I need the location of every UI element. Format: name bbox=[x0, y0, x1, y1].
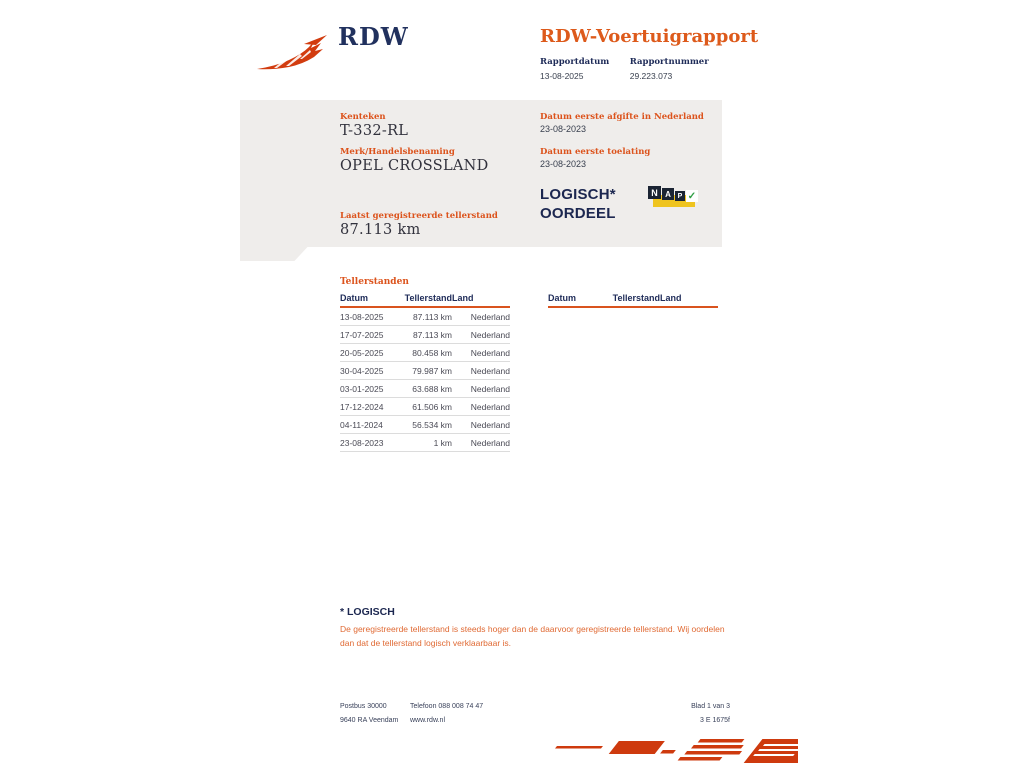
footer-page-number: Blad 1 van 3 bbox=[691, 703, 730, 710]
meter-table-right bbox=[548, 291, 718, 308]
cell-datum: 04-11-2024 bbox=[340, 416, 400, 434]
footer-stripes-graphic bbox=[542, 737, 798, 768]
cell-datum: 03-01-2025 bbox=[340, 380, 400, 398]
rdw-logo-text: RDW bbox=[338, 22, 409, 51]
col-header-tellerstand: Tellerstand bbox=[608, 291, 660, 307]
toelating-value: 23-08-2023 bbox=[540, 159, 587, 169]
cell-datum: 30-04-2025 bbox=[340, 362, 400, 380]
page-title: RDW-Voertuigrapport bbox=[540, 26, 759, 47]
table-row bbox=[340, 362, 510, 380]
table-header-row bbox=[340, 291, 510, 307]
footnote-body: De geregistreerde tellerstand is steeds hoger dan de daarvoor geregistreerde tellerstand. Wij oordelen dan dat de tellerstand logisch verklaarbaar is. bbox=[340, 624, 725, 648]
nap-letter-p: P bbox=[675, 191, 685, 201]
cell-datum: 17-07-2025 bbox=[340, 326, 400, 344]
table-row bbox=[340, 416, 510, 434]
report-date-value: 13-08-2025 bbox=[540, 71, 584, 81]
oordeel-text bbox=[540, 185, 616, 223]
merk-value: OPEL CROSSLAND bbox=[340, 158, 489, 174]
cell-tellerstand: 79.987 km bbox=[400, 362, 452, 380]
table-row bbox=[340, 307, 510, 326]
tellerstand-label: Laatst geregistreerde tellerstand bbox=[340, 211, 498, 221]
nap-letter-a: A bbox=[662, 188, 674, 200]
cell-land: Nederland bbox=[452, 434, 510, 452]
cell-land: Nederland bbox=[452, 380, 510, 398]
col-header-land: Land bbox=[660, 291, 718, 307]
kenteken-label: Kenteken bbox=[340, 112, 386, 122]
footer-address-line2: 9640 RA Veendam bbox=[340, 717, 399, 724]
cell-land: Nederland bbox=[452, 362, 510, 380]
footer-website: www.rdw.nl bbox=[410, 717, 446, 724]
vehicle-summary-box bbox=[240, 100, 722, 261]
footer-phone: Telefoon 088 008 74 47 bbox=[410, 703, 484, 710]
table-row bbox=[340, 434, 510, 452]
tables-title: Tellerstanden bbox=[340, 277, 409, 287]
merk-label: Merk/Handelsbenaming bbox=[340, 147, 455, 157]
footnote-title: * LOGISCH bbox=[340, 606, 395, 618]
cell-tellerstand: 56.534 km bbox=[400, 416, 452, 434]
col-header-datum: Datum bbox=[548, 291, 608, 307]
meter-table-left-body bbox=[340, 307, 510, 452]
table-row bbox=[340, 326, 510, 344]
toelating-label: Datum eerste toelating bbox=[540, 147, 651, 157]
report-date-label: Rapportdatum bbox=[540, 57, 610, 67]
table-row bbox=[340, 398, 510, 416]
cell-tellerstand: 63.688 km bbox=[400, 380, 452, 398]
table-header-row bbox=[548, 291, 718, 307]
col-header-land: Land bbox=[452, 291, 510, 307]
cell-tellerstand: 61.506 km bbox=[400, 398, 452, 416]
col-header-datum: Datum bbox=[340, 291, 400, 307]
rdw-logo bbox=[256, 22, 409, 74]
nap-letter-n: N bbox=[648, 186, 661, 199]
report-date-block bbox=[540, 57, 609, 81]
cell-datum: 23-08-2023 bbox=[340, 434, 400, 452]
table-row bbox=[340, 344, 510, 362]
tellerstand-value: 87.113 km bbox=[340, 222, 421, 238]
report-number-value: 29.223.073 bbox=[629, 71, 673, 81]
afgifte-label: Datum eerste afgifte in Nederland bbox=[540, 112, 704, 122]
cell-datum: 13-08-2025 bbox=[340, 307, 400, 326]
footer-address-line1: Postbus 30000 bbox=[340, 703, 387, 710]
report-number-label: Rapportnummer bbox=[629, 57, 709, 67]
cell-tellerstand: 87.113 km bbox=[400, 307, 452, 326]
footer-doc-code: 3 E 1675f bbox=[700, 717, 730, 724]
cell-datum: 20-05-2025 bbox=[340, 344, 400, 362]
report-meta bbox=[540, 57, 725, 81]
col-header-tellerstand: Tellerstand bbox=[400, 291, 452, 307]
cell-land: Nederland bbox=[452, 307, 510, 326]
cell-tellerstand: 80.458 km bbox=[400, 344, 452, 362]
meter-table-left bbox=[340, 291, 510, 452]
cell-land: Nederland bbox=[452, 398, 510, 416]
oordeel-line1: LOGISCH* bbox=[540, 186, 616, 203]
cell-land: Nederland bbox=[452, 326, 510, 344]
oordeel-line2: OORDEEL bbox=[540, 205, 616, 222]
cell-tellerstand: 87.113 km bbox=[400, 326, 452, 344]
cell-datum: 17-12-2024 bbox=[340, 398, 400, 416]
rdw-bird-icon bbox=[256, 28, 332, 72]
afgifte-value: 23-08-2023 bbox=[540, 124, 587, 134]
kenteken-value: T-332-RL bbox=[340, 123, 409, 139]
nap-check-icon: ✓ bbox=[687, 190, 697, 202]
cell-tellerstand: 1 km bbox=[400, 434, 452, 452]
cell-land: Nederland bbox=[452, 416, 510, 434]
report-number-block bbox=[630, 57, 709, 81]
table-row bbox=[340, 380, 510, 398]
nap-logo bbox=[648, 186, 698, 210]
cell-land: Nederland bbox=[452, 344, 510, 362]
